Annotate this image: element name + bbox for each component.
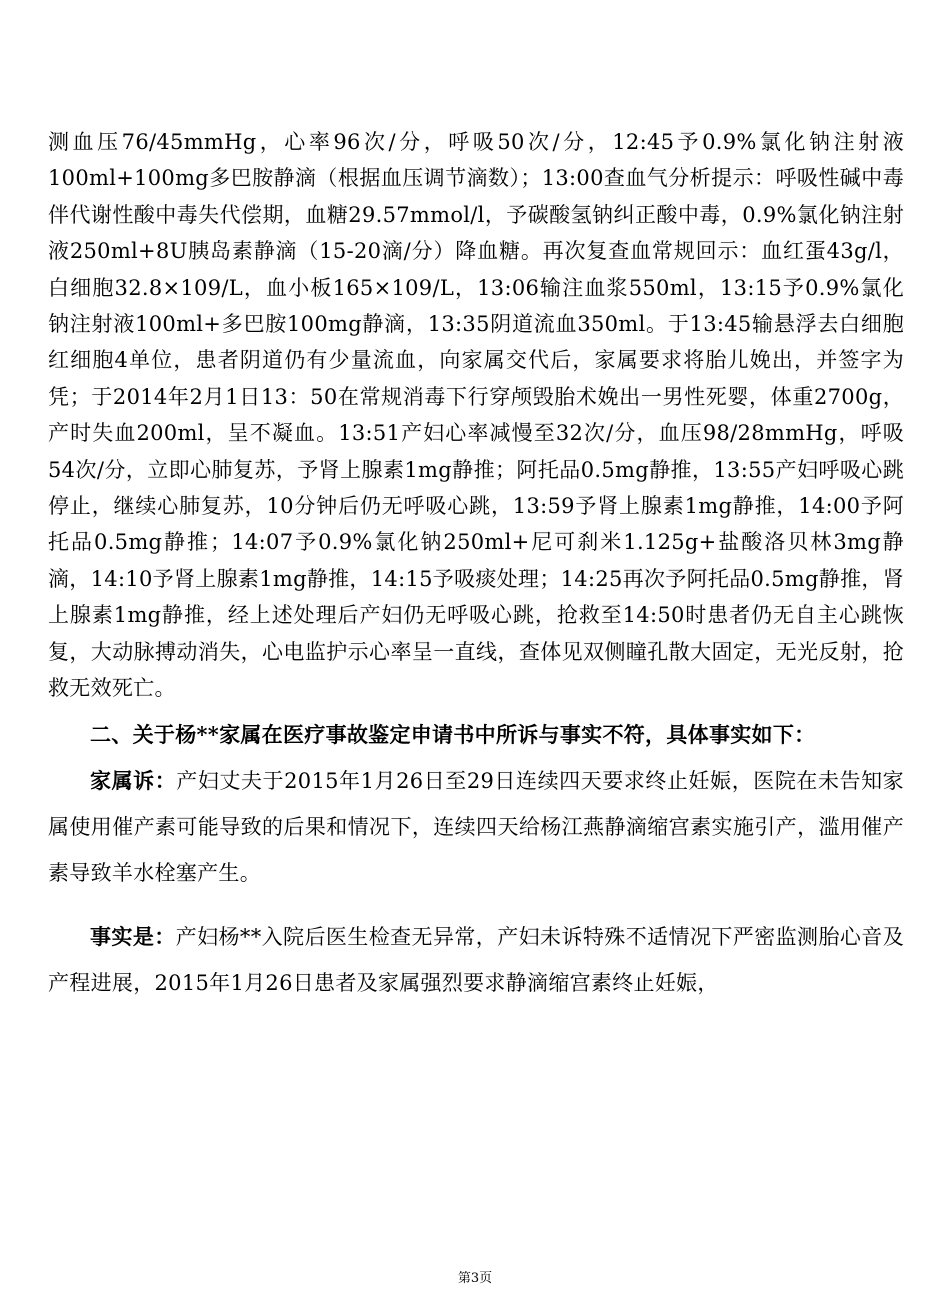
paragraph-rescue-record: 测血压76/45mmHg，心率96次/分，呼吸50次/分，12:45予0.9%氯化钠注射液100ml+100mg多巴胺静滴（根据血压调节滴数）；13:00查血气分析提示：呼吸性碱中毒伴代谢性酸中毒失代偿期，血糖29.57mmol/l，予碳酸氢钠纠正酸中毒，0.9%氯化钠注射液250ml+8U胰岛素静滴（15-20滴/分）降血糖。再次复查血常规回示：血红蛋43g/l，白细胞32.8×109/L，血小板165×109/L，13:06输注血浆550ml，13:15予0.9%氯化钠注射液100ml+多巴胺100mg静滴，13:35阴道流血350ml。于13:45输悬浮去白细胞红细胞4单位，患者阴道仍有少量流血，向家属交代后，家属要求将胎儿娩出，并签字为凭；于2014年2月1日13：50在常规消毒下行穿颅毁胎术娩出一男性死婴，体重2700g，产时失血200ml，呈不凝血。13:51产妇心率减慢至32次/分，血压98/28mmHg，呼吸54次/分，立即心肺复苏，予肾上腺素1mg静推；阿托品0.5mg静推，13:55产妇呼吸心跳停止，继续心肺复苏，10分钟后仍无呼吸心跳，13:59予肾上腺素1mg静推，14:00予阿托品0.5mg静推；14:07予0.9%氯化钠250ml+尼可刹米1.125g+盐酸洛贝林3mg静滴，14:10予肾上腺素1mg静推，14:15予吸痰处理；14:25再次予阿托品0.5mg静推，肾上腺素1mg静推，经上述处理后产妇仍无呼吸心跳，抢救至14:50时患者仍无自主心跳恢复，大动脉搏动消失，心电监护示心率呈一直线，查体见双侧瞳孔散大固定，无光反射，抢救无效死亡。 [48,130,904,701]
section-heading: 二、关于杨**家属在医疗事故鉴定申请书中所诉与事实不符，具体事实如下： [90,721,816,747]
fact-text: 产妇杨**入院后医生检查无异常，产妇未诉特殊不适情况下严密监测胎心音及产程进展，2015年1月26日患者及家属强烈要求静滴缩宫素终止妊娠， [48,924,905,995]
paragraph-family-claim [48,758,904,896]
document-body [48,124,904,1006]
family-claim-label: 家属诉： [90,767,177,793]
fact-label: 事实是： [90,923,176,949]
paragraph-facts [48,914,904,1006]
family-claim-text: 产妇丈夫于2015年1月26日至29日连续四天要求终止妊娠，医院在未告知家属使用催产素可能导致的后果和情况下，连续四天给杨江燕静滴缩宫素实施引产，滥用催产素导致羊水栓塞产生。 [48,768,904,885]
page-number: 第3页 [457,1271,493,1286]
